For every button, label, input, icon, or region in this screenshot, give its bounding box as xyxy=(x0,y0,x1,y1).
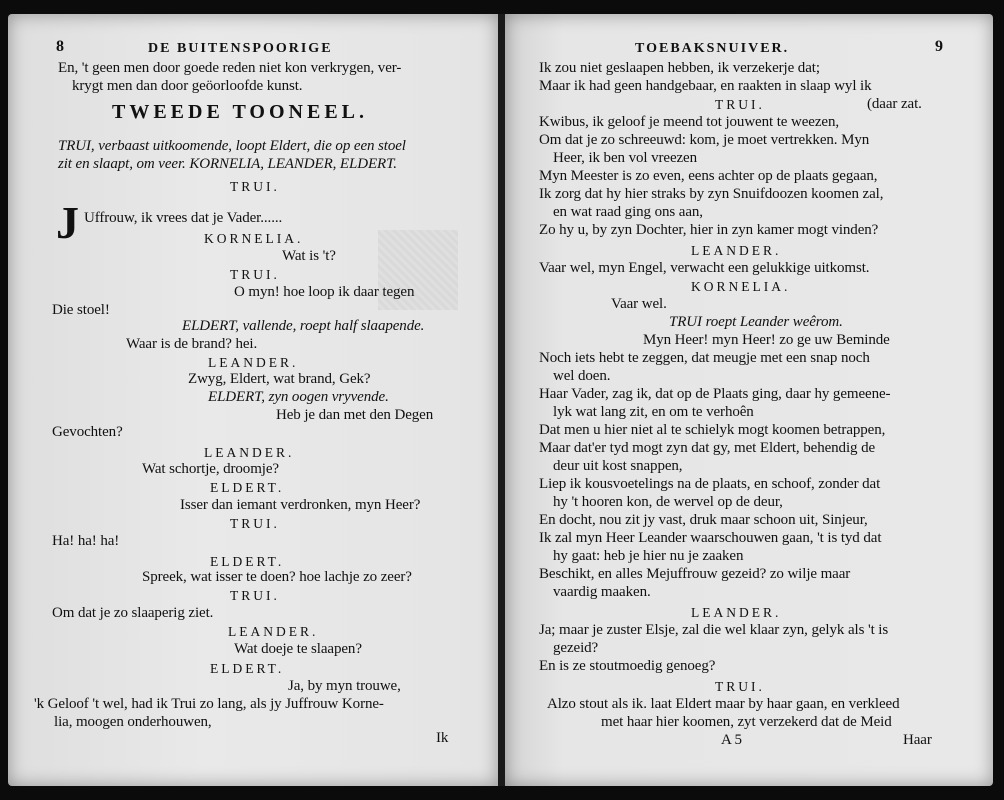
speaker-name: LEANDER. xyxy=(208,355,299,370)
text-line: Myn Meester is zo even, eens achter op de plaats gegaan, xyxy=(539,168,878,184)
text-line: Liep ik kousvoetelings na de plaats, en schoof, zonder dat xyxy=(539,476,881,492)
speaker-name: TRUI. xyxy=(230,179,280,194)
text-line: hy gaat: heb je hier nu je zaaken xyxy=(553,548,744,564)
text-line: Kwibus, ik geloof je meend tot jouwent te weezen, xyxy=(539,114,840,130)
text-line: wel doen. xyxy=(553,368,611,384)
drop-cap: J xyxy=(56,197,79,248)
text-line: Ja; maar je zuster Elsje, zal die wel klaar zyn, gelyk als 't is xyxy=(539,622,889,638)
text-line: Ik zal myn Heer Leander waarschouwen gaan, 't is tyd dat xyxy=(539,530,882,546)
text-line: Zo hy u, by zyn Dochter, hier in zyn kamer mogt vinden? xyxy=(539,222,879,238)
text-line: O myn! hoe loop ik daar tegen xyxy=(234,284,415,300)
signature-mark: A 5 xyxy=(721,732,742,748)
speaker-name: ELDERT. xyxy=(210,661,285,676)
speaker-name: KORNELIA. xyxy=(204,231,304,246)
text-line: Haar Vader, zag ik, dat op de Plaats ging, daar hy gemeene- xyxy=(539,386,891,402)
text-line: Zwyg, Eldert, wat brand, Gek? xyxy=(188,371,371,387)
catchword: Ik xyxy=(436,730,449,746)
speaker-name: KORNELIA. xyxy=(691,279,791,294)
speaker-name: ELDERT. xyxy=(210,480,285,495)
text-line: Spreek, wat isser te doen? hoe lachje zo zeer? xyxy=(142,569,412,585)
text-line: Vaar wel. xyxy=(611,296,667,312)
text-line: en wat raad ging ons aan, xyxy=(553,204,703,220)
speaker-name: ELDERT. xyxy=(210,554,285,569)
text-line: Maar ik had geen handgebaar, en raakten in slaap wyl ik xyxy=(539,78,872,94)
text-line: Isser dan iemant verdronken, myn Heer? xyxy=(180,497,421,513)
stage-direction: TRUI, verbaast uitkoomende, loopt Eldert, die op een stoel xyxy=(58,138,406,154)
text-line: deur uit kost snappen, xyxy=(553,458,683,474)
text-line: En, 't geen men door goede reden niet kon verkrygen, ver- xyxy=(58,60,402,76)
text-line: Om dat je zo schreeuwd: kom, je moet vertrekken. Myn xyxy=(539,132,870,148)
text-line: hy 't hooren kon, de wervel op de deur, xyxy=(553,494,783,510)
text-line: En is ze stoutmoedig genoeg? xyxy=(539,658,716,674)
speaker-name: TRUI. xyxy=(230,588,280,603)
text-line: 'k Geloof 't wel, had ik Trui zo lang, als jy Juffrouw Korne- xyxy=(34,696,384,712)
text-line: Ja, by myn trouwe, xyxy=(288,678,401,694)
text-line: Dat men u hier niet al te schielyk mogt koomen betrappen, xyxy=(539,422,886,438)
text-line: Vaar wel, myn Engel, verwacht een gelukkige uitkomst. xyxy=(539,260,870,276)
text-line: En docht, nou zit jy vast, druk maar schoon uit, Sinjeur, xyxy=(539,512,868,528)
text-line: gezeid? xyxy=(553,640,599,656)
text-line: lyk wat lang zit, en om te verhoên xyxy=(553,404,754,420)
text-line: Wat is 't? xyxy=(282,248,336,264)
page-number: 9 xyxy=(935,38,943,55)
text-line: lia, moogen onderhouwen, xyxy=(54,714,212,730)
stage-direction: TRUI roept Leander weêrom. xyxy=(669,314,843,330)
text-line: Heb je dan met den Degen xyxy=(276,407,434,423)
text-line: Heer, ik ben vol vreezen xyxy=(553,150,698,166)
speaker-name: LEANDER. xyxy=(691,605,782,620)
text-line: krygt men dan door geöorloofde kunst. xyxy=(72,78,303,94)
right-page xyxy=(505,14,993,786)
text-line: Myn Heer! myn Heer! zo ge uw Beminde xyxy=(643,332,890,348)
text-line: Wat schortje, droomje? xyxy=(142,461,279,477)
stage-direction: ELDERT, zyn oogen vryvende. xyxy=(208,389,389,405)
text-line: Beschikt, en alles Mejuffrouw gezeid? zo wilje maar xyxy=(539,566,851,582)
text-line: Alzo stout als ik. laat Eldert maar by haar gaan, en verkleed xyxy=(547,696,900,712)
stage-direction: zit en slaapt, om veer. KORNELIA, LEANDER, ELDERT. xyxy=(58,156,397,172)
text-line: Gevochten? xyxy=(52,424,123,440)
text-line: Die stoel! xyxy=(52,302,110,318)
text-line: Ik zorg dat hy hier straks by zyn Snuifdoozen koomen zal, xyxy=(539,186,884,202)
speaker-name: LEANDER. xyxy=(228,624,319,639)
running-head: TOEBAKSNUIVER. xyxy=(635,41,790,56)
speaker-name: TRUI. xyxy=(715,679,765,694)
text-line: Waar is de brand? hei. xyxy=(126,336,258,352)
text-line: Ha! ha! ha! xyxy=(52,533,120,549)
speaker-name: TRUI. xyxy=(230,516,280,531)
speaker-name: LEANDER. xyxy=(691,243,782,258)
scene-heading: TWEEDE TOONEEL. xyxy=(112,101,368,123)
text-line: met haar hier koomen, zyt verzekerd dat de Meid xyxy=(601,714,892,730)
text-line: Wat doeje te slaapen? xyxy=(234,641,362,657)
book-gutter xyxy=(498,14,505,786)
text-line: Uffrouw, ik vrees dat je Vader...... xyxy=(84,210,283,226)
stage-direction: ELDERT, vallende, roept half slaapende. xyxy=(182,318,425,334)
page-number: 8 xyxy=(56,38,64,55)
text-line: Om dat je zo slaaperig ziet. xyxy=(52,605,214,621)
left-page xyxy=(8,14,498,786)
speaker-name: TRUI. xyxy=(715,97,765,112)
speaker-name: TRUI. xyxy=(230,267,280,282)
text-line: Ik zou niet geslaapen hebben, ik verzekerje dat; xyxy=(539,60,820,76)
text-line: Noch iets hebt te zeggen, dat meugje met een snap noch xyxy=(539,350,870,366)
text-line: vaardig maaken. xyxy=(553,584,651,600)
running-head: DE BUITENSPOORIGE xyxy=(148,41,333,56)
text-line: (daar zat. xyxy=(867,96,922,112)
catchword: Haar xyxy=(903,732,932,748)
text-line: Maar dat'er tyd mogt zyn dat gy, met Eldert, behendig de xyxy=(539,440,876,456)
speaker-name: LEANDER. xyxy=(204,445,295,460)
